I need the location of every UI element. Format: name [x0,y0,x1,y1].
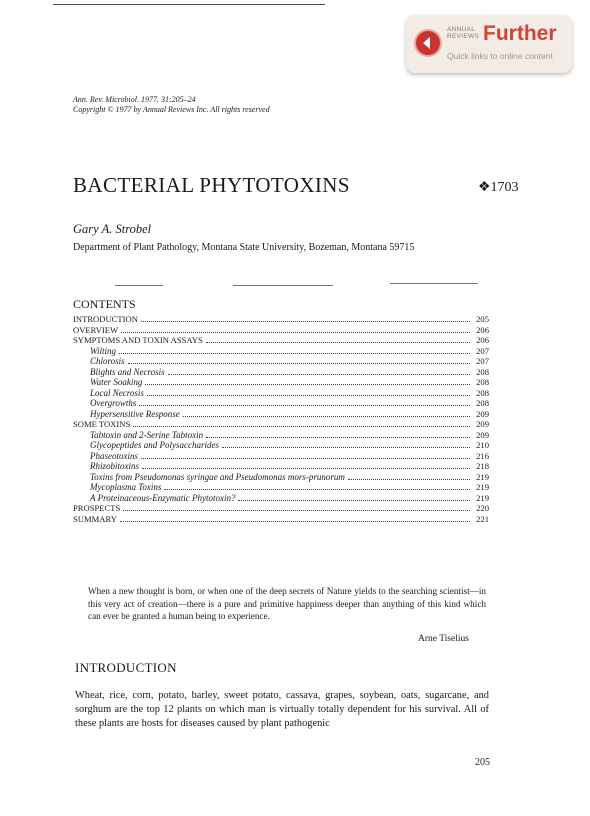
toc-entry-label: A Proteinaceous-Enzymatic Phytotoxin? [90,492,236,503]
toc-entry-page: 208 [476,387,489,398]
toc-entry-label: Phaseotoxins [90,450,138,461]
toc-entry [73,472,489,483]
toc-leader-dots [133,426,470,427]
toc-entry-page: 209 [476,429,489,440]
epigraph: When a new thought is born, or when one of the deep secrets of Nature yields to the searching scientist—in this very act of creation—there is a pure and primitive happiness deeper than anything of this kind which can ever be granted a human being to experience. [88,586,486,621]
toc-entry-page: 208 [476,398,489,408]
table-of-contents [73,314,489,524]
toc-entry-page: 208 [476,377,489,387]
toc-entry [73,503,489,514]
author-name: Gary A. Strobel [73,222,152,236]
toc-entry [73,514,489,525]
toc-entry [73,440,489,451]
copyright-line: Copyright © 1977 by Annual Reviews Inc. All rights reserved [73,105,270,114]
citation [73,95,270,115]
toc-leader-dots [147,395,470,396]
toc-entry [73,325,489,336]
further-badge[interactable] [406,15,572,73]
toc-entry-label: Blights and Necrosis [90,366,165,377]
toc-entry [73,314,489,325]
toc-leader-dots [141,458,470,459]
page-number: 205 [475,757,490,768]
toc-entry-label: Local Necrosis [90,387,144,398]
toc-entry-page: 208 [476,366,489,377]
toc-entry [73,388,489,399]
toc-entry [73,377,489,388]
toc-entry [73,461,489,472]
author-affiliation: Department of Plant Pathology, Montana State University, Bozeman, Montana 59715 [73,242,415,253]
scan-artifact-line [233,285,333,286]
toc-entry-label: Glycopeptides and Polysaccharides [90,440,219,450]
toc-entry-label: Tabtoxin and 2-Serine Tabtoxin [90,429,204,440]
toc-entry-page: 216 [476,450,489,461]
toc-entry-label: INTRODUCTION [73,314,138,324]
toc-leader-dots [164,489,470,490]
toc-entry-label: SYMPTOMS AND TOXIN ASSAYS [73,335,203,345]
toc-leader-dots [206,342,470,343]
toc-entry-page: 207 [476,345,489,356]
toc-entry-label: OVERVIEW [73,324,119,335]
section-heading: INTRODUCTION [75,660,177,675]
toc-entry-label: SUMMARY [73,513,117,524]
play-arrow-icon [416,31,440,55]
body-paragraph: Wheat, rice, corn, potato, barley, sweet potato, cassava, grapes, soybean, oats, sugarcane, and sorghum are the top 12 plants on which man is virtually totally dependent for his survival. All of these plants are hosts for diseases caused by plant pathogenic [75,690,489,729]
toc-entry [73,398,489,409]
top-rule [53,4,325,5]
epigraph-author: Arne Tiselius [418,634,469,644]
toc-leader-dots [145,384,470,385]
toc-entry-label: Water Soaking [90,377,143,387]
citation-line: Ann. Rev. Microbiol. 1977. 31:205–24 [73,95,196,104]
toc-entry-label: PROSPECTS [73,503,121,513]
scan-artifact-line [390,283,478,284]
toc-leader-dots [183,416,470,417]
further-subtitle: Quick links to online content [447,51,553,61]
toc-entry-page: 209 [476,419,489,429]
toc-leader-dots [128,363,470,364]
toc-entry [73,356,489,367]
article-title: BACTERIAL PHYTOTOXINS [73,173,350,197]
toc-entry-label: Wilting [90,345,117,356]
toc-entry-label: SOME TOXINS [73,419,131,429]
toc-entry-label: Mycoplasma Toxins [90,482,162,492]
toc-entry-label: Toxins from Pseudomonas syringae and Pseudomonas mors-prunorum [90,471,345,482]
toc-entry [73,482,489,493]
toc-entry [73,346,489,357]
toc-leader-dots [119,353,470,354]
toc-entry [73,409,489,420]
further-label: Further [483,22,557,45]
toc-entry [73,335,489,346]
article-number: ❖1703 [478,180,519,195]
contents-heading: CONTENTS [73,297,136,311]
toc-entry-page: 205 [476,314,489,324]
toc-leader-dots [120,521,470,522]
toc-entry [73,451,489,462]
toc-leader-dots [139,405,470,406]
toc-entry-label: Hypersensitive Response [90,408,180,419]
toc-entry-page: 210 [476,440,489,450]
toc-entry-page: 220 [476,503,489,513]
toc-entry [73,430,489,441]
toc-leader-dots [142,468,470,469]
toc-leader-dots [222,447,470,448]
toc-entry-page: 207 [476,356,489,366]
toc-leader-dots [238,500,470,501]
toc-entry-label: Overgrowths [90,398,137,408]
toc-entry [73,367,489,378]
toc-entry-page: 206 [476,324,489,335]
toc-entry-label: Rhizobitoxins [90,461,139,471]
toc-leader-dots [168,374,470,375]
toc-entry-page: 209 [476,408,489,419]
toc-entry-page: 221 [476,513,489,524]
toc-entry-label: Chlorosis [90,356,125,366]
annual-reviews-logo: ANNUAL REVIEWS [447,26,480,40]
toc-entry [73,419,489,430]
toc-entry-page: 219 [476,482,489,492]
toc-entry-page: 218 [476,461,489,471]
toc-leader-dots [141,321,470,322]
toc-leader-dots [348,479,470,480]
toc-entry [73,493,489,504]
scan-artifact-line [115,285,163,286]
toc-leader-dots [206,437,470,438]
toc-entry-page: 206 [476,335,489,345]
toc-entry-page: 219 [476,492,489,503]
toc-leader-dots [123,510,470,511]
toc-entry-page: 219 [476,471,489,482]
toc-leader-dots [121,332,470,333]
